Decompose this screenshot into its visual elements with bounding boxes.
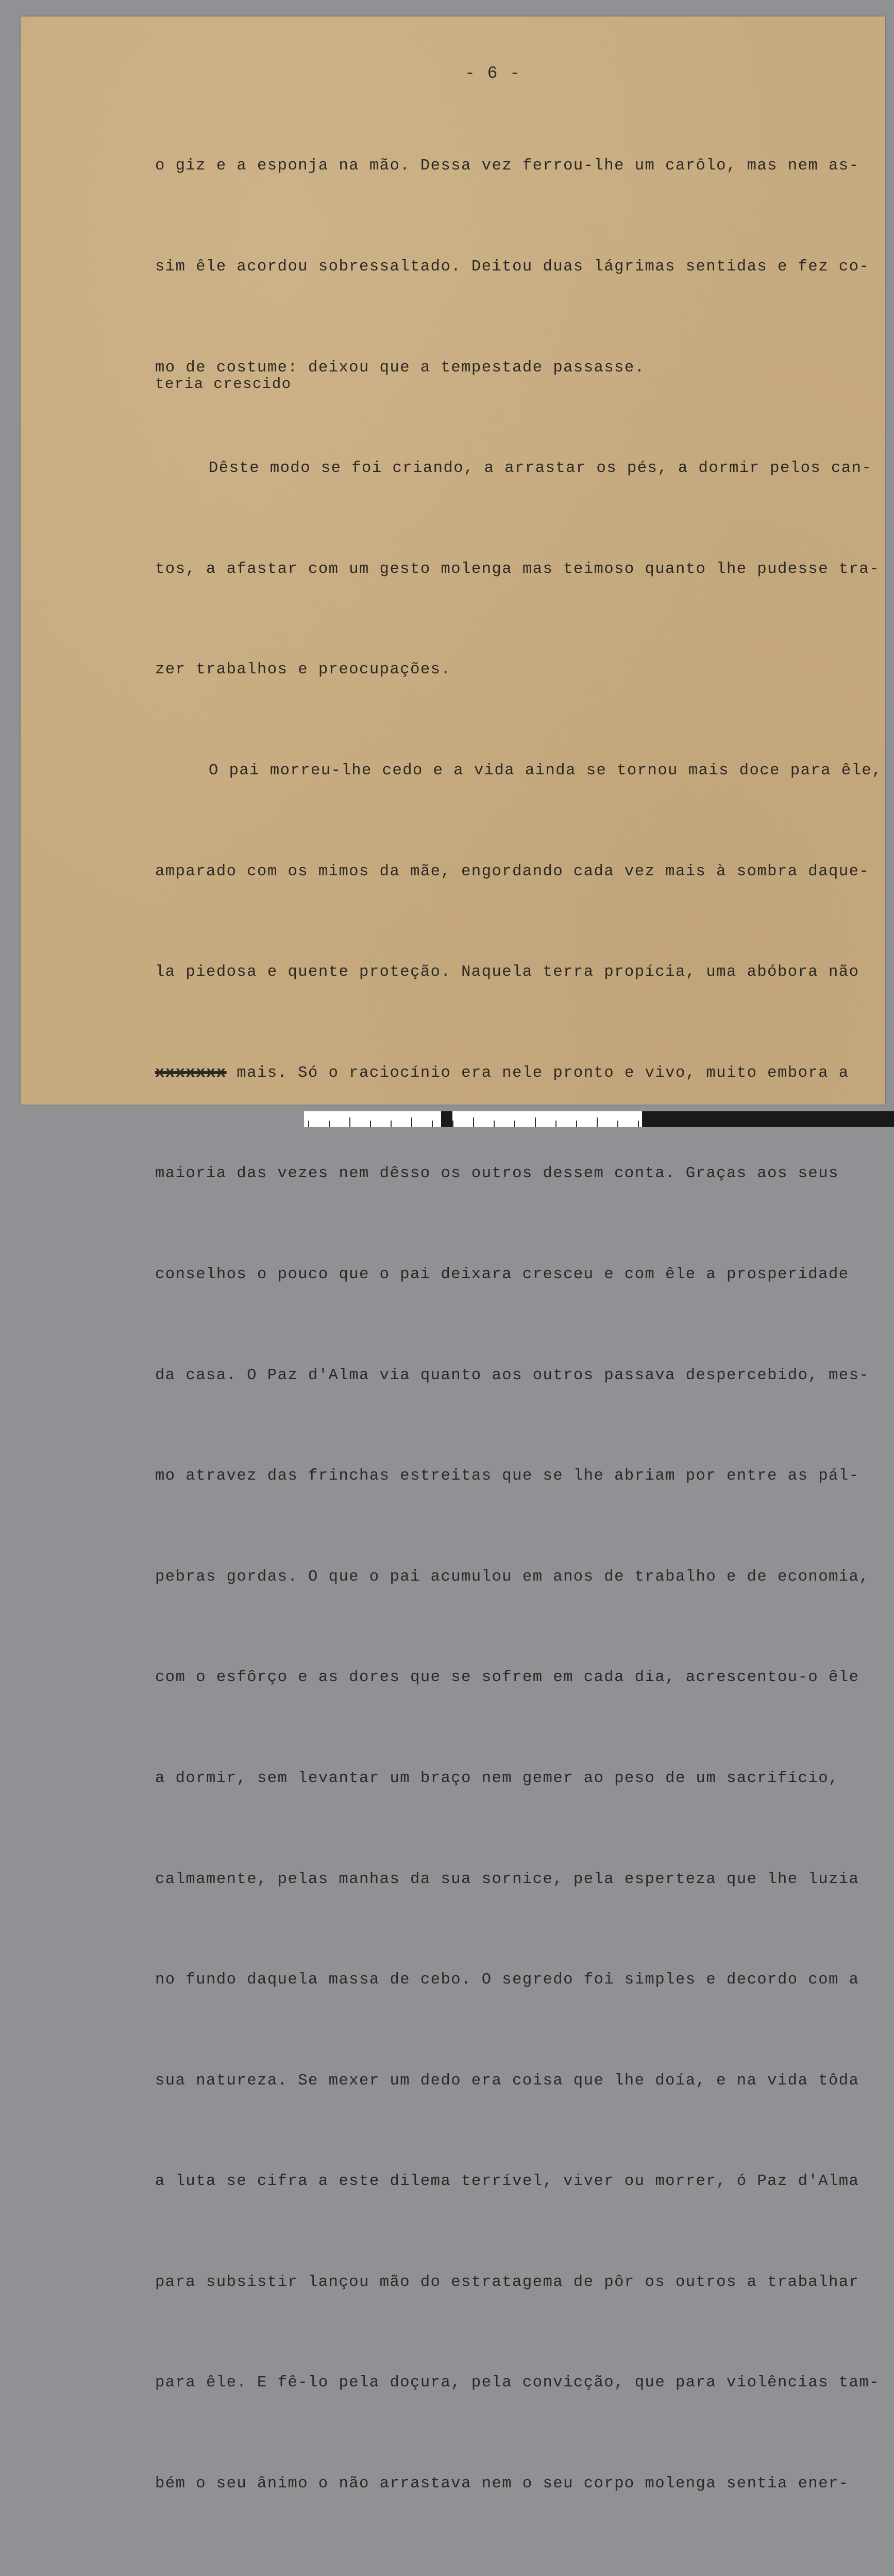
text-line: amparado com os mimos da mãe, engordando cada vez mais à sombra daque- — [155, 862, 870, 880]
text-line: no fundo daquela massa de cebo. O segredo foi simples e decordo com a — [155, 1971, 859, 1989]
ruler-tick — [638, 1121, 639, 1127]
text-line — [155, 2568, 882, 2576]
ruler-tick — [391, 1121, 392, 1127]
ruler-block — [441, 1111, 452, 1127]
ruler-tick — [535, 1117, 536, 1127]
ruler-tick — [494, 1121, 495, 1127]
ruler-tick — [308, 1121, 309, 1127]
ruler-tick — [617, 1121, 618, 1127]
text-line: sua natureza. Se mexer um dedo era coisa que lhe doía, e na vida tôda — [155, 2072, 859, 2090]
ruler-tick — [576, 1121, 577, 1127]
body-text — [155, 82, 882, 2576]
ruler-tick — [349, 1117, 350, 1127]
text-fragment: mais. Só o raciocínio era nele pronto e vivo, muito embora a — [226, 1064, 849, 1082]
text-line: zer trabalhos e preocupações. — [155, 661, 451, 679]
ruler-tick — [329, 1121, 330, 1127]
text-line: O pai morreu-lhe cedo e a vida ainda se tornou mais doce para êle, — [209, 761, 882, 779]
ruler-tick — [432, 1121, 433, 1127]
text-line: mo atravez das frinchas estreitas que se lhe abriam por entre as pál- — [155, 1467, 859, 1485]
text-line: a dormir, sem levantar um braço nem gemer ao peso de um sacrifício, — [155, 1769, 839, 1787]
text-line: mo de costume: deixou que a tempestade passasse. — [155, 359, 645, 377]
text-line: la piedosa e quente proteção. Naquela terra propícia, uma abóbora não — [155, 963, 859, 981]
ruler-tick — [452, 1121, 453, 1127]
page-number: - 6 - — [465, 64, 521, 83]
ruler-tick — [597, 1117, 598, 1127]
text-line: pebras gordas. O que o pai acumulou em anos de trabalho e de economia, — [155, 1568, 870, 1586]
text-line: o giz e a esponja na mão. Dessa vez ferrou-lhe um carôlo, mas nem as- — [155, 157, 859, 175]
ruler-tick — [514, 1121, 515, 1127]
text-line: a luta se cifra a este dilema terrível, viver ou morrer, ó Paz d'Alma — [155, 2173, 859, 2191]
inserted-correction: teria crescido — [155, 376, 292, 393]
struck-word: xxxxxxx — [155, 1064, 227, 1082]
text-line: Dêste modo se foi criando, a arrastar os pés, a dormir pelos can- — [209, 460, 872, 478]
text-line-with-strike — [155, 1057, 882, 1090]
text-line: para subsistir lançou mão do estratagema de pôr os outros a trabalhar — [155, 2273, 859, 2291]
text-line: da casa. O Paz d'Alma via quanto aos outros passava despercebido, mes- — [155, 1366, 870, 1384]
text-line: tos, a afastar com um gesto molenga mas teimoso quanto lhe pudesse tra- — [155, 560, 880, 578]
text-line: para êle. E fê-lo pela doçura, pela convicção, que para violências tam- — [155, 2374, 880, 2392]
text-line: calmamente, pelas manhas da sua sornice, pela esperteza que lhe luzia — [155, 1870, 859, 1888]
ruler-tick — [370, 1121, 371, 1127]
text-line: sim êle acordou sobressaltado. Deitou duas lágrimas sentidas e fez co- — [155, 258, 870, 276]
ruler-tick — [473, 1117, 474, 1127]
text-line: conselhos o pouco que o pai deixara cresceu e com êle a prosperidade — [155, 1265, 849, 1283]
ruler-block — [642, 1111, 894, 1127]
text-line: com o esfôrço e as dores que se sofrem em cada dia, acrescentou-o êle — [155, 1669, 859, 1687]
scale-ruler — [304, 1111, 894, 1127]
text-line: bém o seu ânimo o não arrastava nem o seu corpo molenga sentia ener- — [155, 2475, 849, 2493]
ruler-tick — [555, 1121, 556, 1127]
text-line: maioria das vezes nem dêsso os outros dessem conta. Graças aos seus — [155, 1165, 839, 1183]
ruler-tick — [411, 1117, 412, 1127]
